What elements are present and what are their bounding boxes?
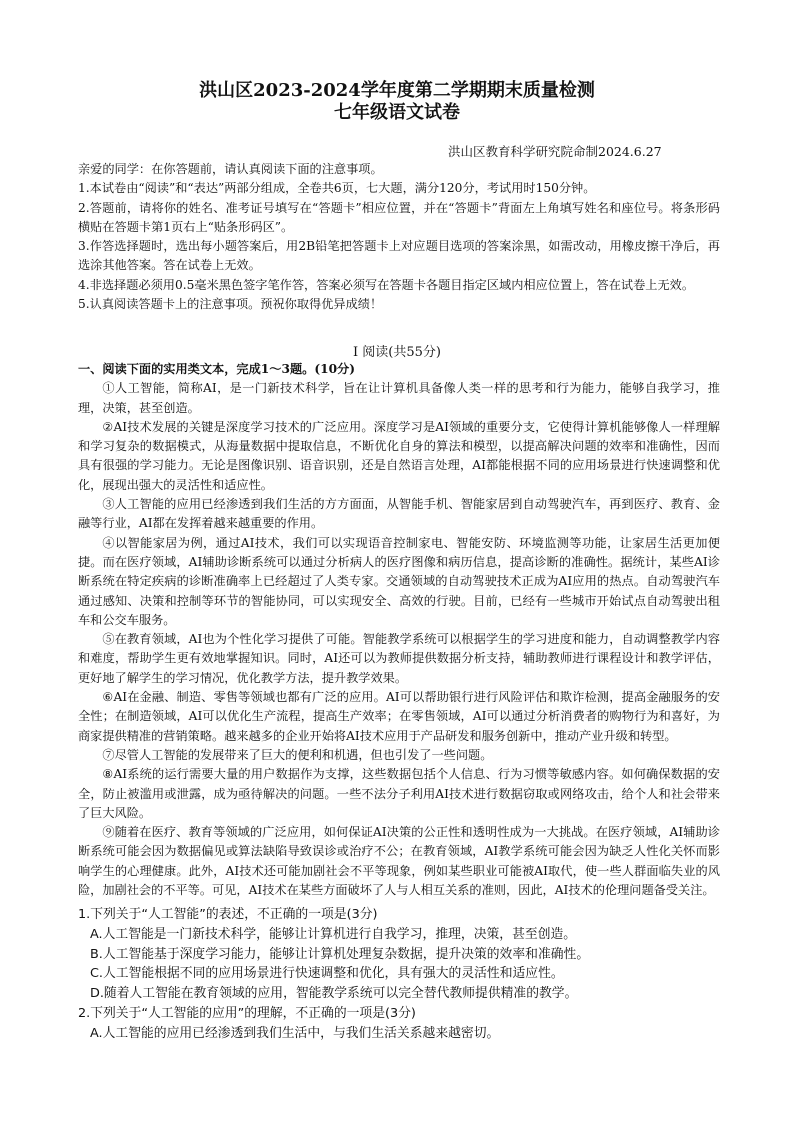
question-stem: 2.下列关于“人工智能的应用”的理解，不正确的一项是(3分): [78, 1005, 416, 1021]
passage-paragraph: ⑧AI系统的运行需要大量的用户数据作为支撑，这些数据包括个人信息、行为习惯等敏感内容。如何确保数据的安全，防止被滥用或泄露，成为亟待解决的问题。一些不法分子利用AI技术进行数据窃取或网络攻击，给个人和社会带来了巨大风险。: [78, 767, 720, 820]
passage-paragraph: ④以智能家居为例，通过AI技术，我们可以实现语音控制家电、智能安防、环境监测等功能，让家居生活更加便捷。而在医疗领域，AI辅助诊断系统可以通过分析病人的医疗图像和病历信息，提高诊断的准确性。据统计，某些AI诊断系统在特定疾病的诊断准确率上已经超过了人类专家。交通领域的自动驾驶技术正成为AI应用的热点。自动驾驶汽车通过感知、决策和控制等环节的智能协同，可以实现安全、高效的行驶。目前，已经有一些城市开始试点自动驾驶出租车和公交车服务。: [78, 535, 720, 627]
passage-paragraph: ⑥AI在金融、制造、零售等领域也都有广泛的应用。AI可以帮助银行进行风险评估和欺诈检测，提高金融服务的安全性；在制造领域，AI可以优化生产流程，提高生产效率；在零售领域，AI可以通过分析消费者的购物行为和喜好，为商家提供精准的营销策略。越来越多的企业开始将AI技术应用于产品研发和服务创新中，推动产业升级和转型。: [78, 690, 720, 743]
passage-paragraph: ③人工智能的应用已经渗透到我们生活的方方面面，从智能手机、智能家居到自动驾驶汽车，再到医疗、教育、金融等行业，AI都在发挥着越来越重要的作用。: [78, 497, 720, 531]
answer-option: B.人工智能基于深度学习能力，能够让计算机处理复杂数据，提升决策的效率和准确性。: [90, 946, 590, 962]
question-stem: 1.下列关于“人工智能”的表述，不正确的一项是(3分): [78, 907, 378, 922]
passage-paragraph: ⑤在教育领域，AI也为个性化学习提供了可能。智能教学系统可以根据学生的学习进度和能力，自动调整教学内容和难度，帮助学生更有效地掌握知识。同时，AI还可以为教师提供数据分析支持，辅助教师进行课程设计和教学评估，更好地了解学生的学习情况，优化教学方法，提升教学效果。: [78, 632, 720, 685]
answer-option: D.随着人工智能在教育领域的应用，智能教学系统可以完全替代教师提供精准的教学。: [90, 986, 578, 1002]
instruction-line: 2.答题前，请将你的姓名、准考证号填写在“答题卡”相应位置，并在“答题卡”背面左上角填写姓名和座位号。将条形码横贴在答题卡第1页右上“贴条形码区”。: [78, 200, 720, 234]
passage-paragraph: ⑨随着在医疗、教育等领域的广泛应用，如何保证AI决策的公正性和透明性成为一大挑战。在医疗领域，AI辅助诊断系统可能会因为数据偏见或算法缺陷导致误诊或治疗不公；在教育领域，AI教学系统可能会因为缺乏人性化关怀而影响学生的心理健康。此外，AI技术还可能加剧社会不平等现象，例如某些职业可能被AI取代，使一些人群面临失业的风险，加剧社会的不平等。可见，AI技术在某些方面破坏了人与人相互关系的准则，因此，AI技术的伦理问题备受关注。: [78, 825, 720, 898]
instruction-line: 3.作答选择题时，选出每小题答案后，用2B铅笔把答题卡上对应题目选项的答案涂黑，如需改动，用橡皮擦干净后，再选涂其他答案。答在试卷上无效。: [78, 239, 720, 273]
answer-option: C.人工智能根据不同的应用场景进行快速调整和优化，具有强大的灵活性和适应性。: [90, 966, 564, 982]
answer-option: A.人工智能是一门新技术科学，能够让计算机进行自我学习，推理，决策，甚至创造。: [90, 926, 577, 942]
instruction-line: 5.认真阅读答题卡上的注意事项。预祝你取得优异成绩！: [78, 297, 383, 312]
answer-option: A.人工智能的应用已经渗透到我们生活中，与我们生活关系越来越密切。: [90, 1025, 500, 1041]
passage-paragraph: ①人工智能，简称AI，是一门新技术科学，旨在让计算机具备像人类一样的思考和行为能力，能够自我学习，推理，决策，甚至创造。: [78, 381, 720, 415]
section-title: Ⅰ 阅读(共55分): [353, 345, 441, 360]
issuer-line: 洪山区教育科学研究院命制2024.6.27: [448, 144, 662, 159]
exam-title: 洪山区2023-2024学年度第二学期期末质量检测: [199, 80, 595, 101]
passage-paragraph: ②AI技术发展的关键是深度学习技术的广泛应用。深度学习是AI领域的重要分支，它使得计算机能够像人一样理解和学习复杂的数据模式，从海量数据中提取信息，不断优化自身的算法和模型，以提高解决问题的效率和准确性，因而具有很强的学习能力。无论是图像识别、语音识别，还是自然语言处理，AI都能根据不同的应用场景进行快速调整和优化，展现出强大的灵活性和适应性。: [78, 419, 720, 492]
instruction-line: 4.非选择题必须用0.5毫米黑色签字笔作答，答案必须写在答题卡各题目指定区域内相应位置上，答在试卷上无效。: [78, 277, 695, 292]
question-list: [78, 905, 720, 1044]
question-group-heading: 一、阅读下面的实用类文本，完成1～3题。(10分): [78, 362, 356, 376]
exam-instructions: [78, 160, 720, 314]
exam-subtitle: 七年级语文试卷: [334, 102, 460, 123]
reading-passage: [78, 360, 720, 900]
passage-paragraph: ⑦尽管人工智能的发展带来了巨大的便利和机遇，但也引发了一些问题。: [102, 747, 493, 762]
instruction-line: 1.本试卷由“阅读”和“表达”两部分组成，全卷共6页，七大题，满分120分，考试用时150分钟。: [78, 181, 596, 196]
instruction-line: 亲爱的同学：在你答题前，请认真阅读下面的注意事项。: [78, 162, 383, 176]
